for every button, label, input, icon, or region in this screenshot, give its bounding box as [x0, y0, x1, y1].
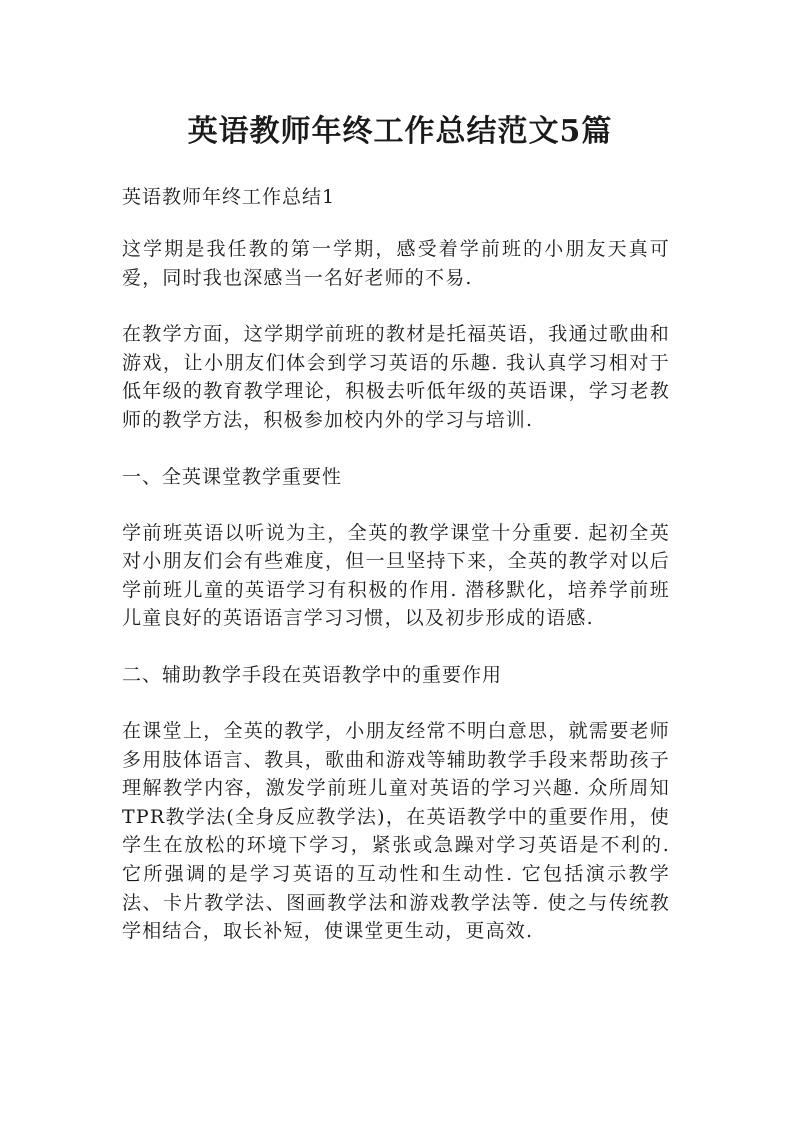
section-heading-2: 二、辅助教学手段在英语教学中的重要作用: [122, 663, 503, 686]
document-subtitle: 英语教师年终工作总结1: [122, 186, 336, 208]
intro-paragraph: 这学期是我任教的第一学期，感受着学前班的小朋友天真可爱，同时我也深感当一名好老师的不易.: [122, 238, 670, 289]
section-text-1: 学前班英语以听说为主，全英的教学课堂十分重要. 起初全英对小朋友们会有些难度，但一旦坚持下来，全英的教学对以后学前班儿童的英语学习有积极的作用. 潜移默化，培养学前班儿童良好的英语语言学习习惯，以及初步形成的语感.: [122, 521, 670, 630]
section-heading-1: 一、全英课堂教学重要性: [122, 465, 343, 488]
document-title: 英语教师年终工作总结范文5篇: [187, 114, 613, 149]
document-body: [122, 183, 670, 974]
section-text-2: 在课堂上，全英的教学，小朋友经常不明白意思，就需要老师多用肢体语言、教具，歌曲和游戏等辅助教学手段来帮助孩子理解教学内容，激发学前班儿童对英语的学习兴趣. 众所周知TPR教学法(全身反应教学法)，在英语教学中的重要作用，使学生在放松的环境下学习，紧张或急躁对学习英语是不利的. 它所强调的是学习英语的互动性和生动性. 它包括演示教学法、卡片教学法、图画教学法和游戏教学法等. 使之与传统教学相结合，取长补短，使课堂更生动，更高效.: [122, 719, 670, 943]
teaching-paragraph: 在教学方面，这学期学前班的教材是托福英语，我通过歌曲和游戏，让小朋友们体会到学习英语的乐趣. 我认真学习相对于低年级的教育教学理论，积极去听低年级的英语课，学习老教师的教学方法，积极参加校内外的学习与培训.: [122, 323, 670, 431]
